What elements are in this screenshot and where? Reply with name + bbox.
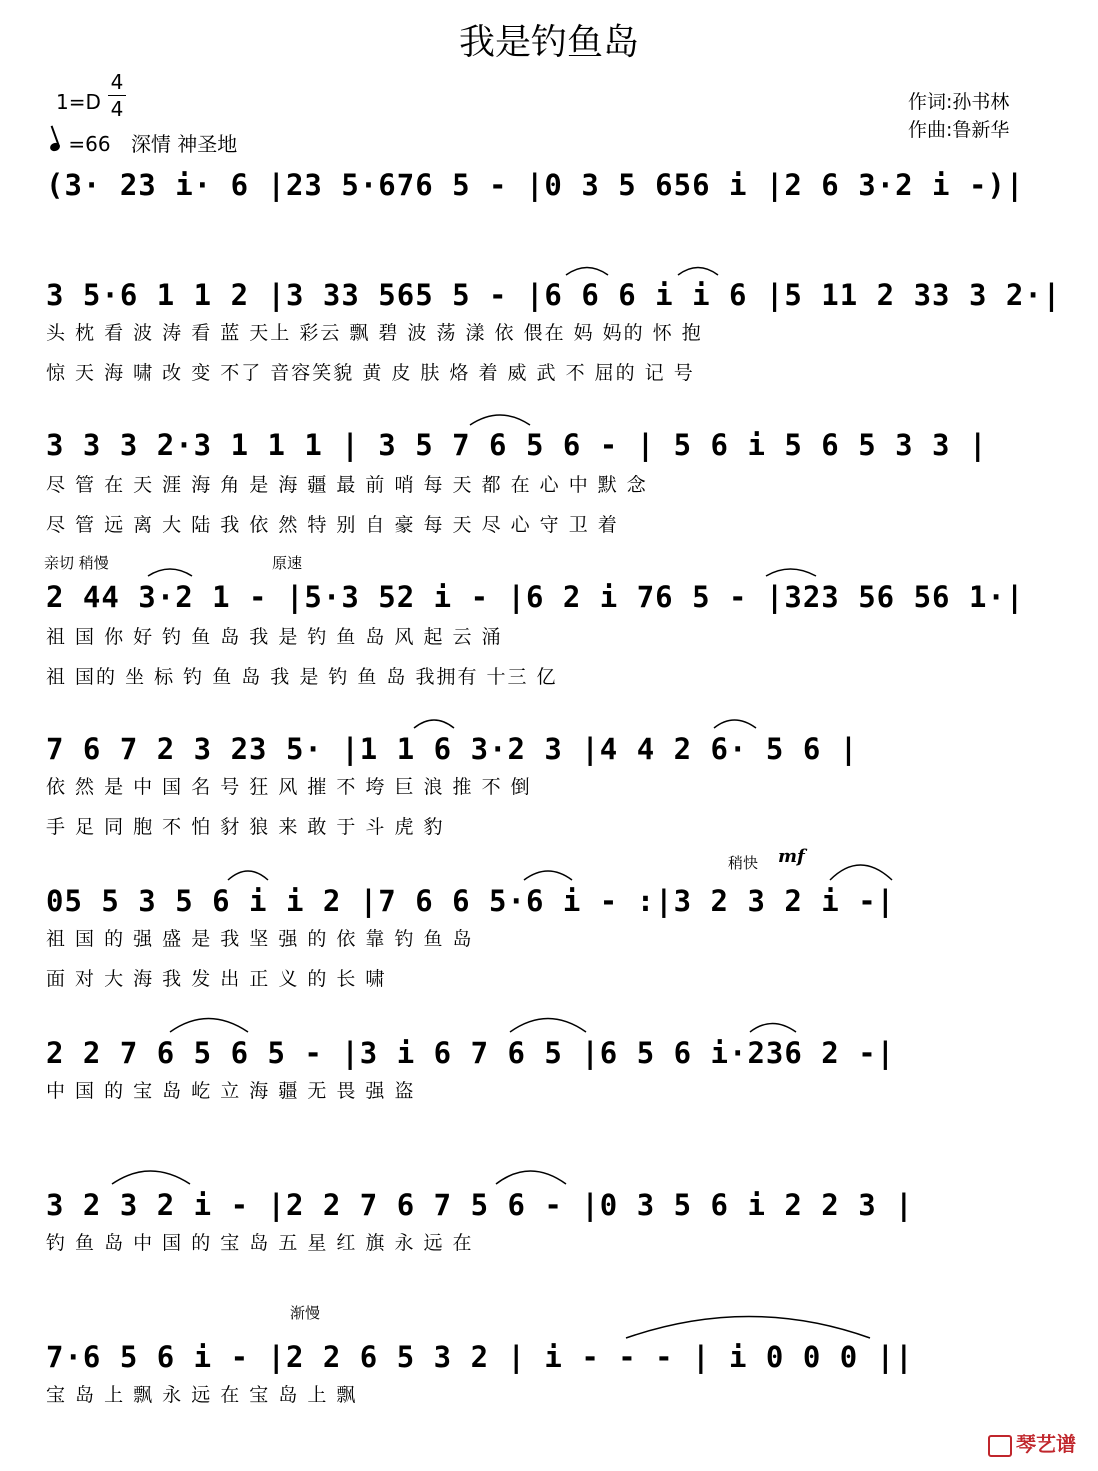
- site-watermark: [988, 1428, 1076, 1457]
- lyric-row-5-verse-1: 依 然 是 中 国 名 号 狂 风 摧 不 垮 巨 浪 推 不 倒: [46, 776, 532, 798]
- time-sig-bottom: 4: [110, 97, 124, 121]
- notation-row-4: 2 44 3·2 1 - |5·3 52 i - |6 2 i 76 5 - |323 56 56 1·|: [46, 580, 1025, 614]
- expression-text: 深情 神圣地: [130, 132, 238, 156]
- composer: 作曲:鲁新华: [908, 119, 1010, 141]
- dynamic-mf: mf: [778, 846, 805, 867]
- notation-row-6: 05 5 3 5 6 i i 2 |7 6 6 5·6 i - :|3 2 3 2 i -|: [46, 884, 896, 918]
- lyric-row-4-verse-2: 祖 国的 坐 标 钓 鱼 岛 我 是 钓 鱼 岛 我拥有 十三 亿: [46, 666, 558, 688]
- lyric-row-6-verse-1: 祖 国 的 强 盛 是 我 坚 强 的 依 靠 钓 鱼 岛: [46, 928, 474, 950]
- tempo-mark-slower: 亲切 稍慢: [44, 554, 109, 572]
- lyric-row-5-verse-2: 手 足 同 胞 不 怕 豺 狼 来 敢 于 斗 虎 豹: [46, 816, 445, 838]
- lyric-row-2-verse-2: 惊 天 海 啸 改 变 不了 音容笑貌 黄 皮 肤 烙 着 威 武 不 屈的 记 号: [46, 362, 695, 384]
- notation-row-8: 3 2 3 2 i - |2 2 7 6 7 5 6 - |0 3 5 6 i 2 2 3 |: [46, 1188, 914, 1222]
- notation-row-2: 3 5·6 1 1 2 |3 33 565 5 - |6 6 6 i i 6 |5 11 2 33 3 2·|: [46, 278, 1062, 312]
- key-signature: 1=D: [56, 90, 101, 114]
- tempo-mark-original: 原速: [272, 554, 303, 572]
- notation-row-7: 2 2 7 6 5 6 5 - |3 i 6 7 6 5 |6 5 6 i·236 2 -|: [46, 1036, 896, 1070]
- lyric-row-2-verse-1: 头 枕 看 波 涛 看 蓝 天上 彩云 飘 碧 波 荡 漾 依 偎在 妈 妈的 怀 抱: [46, 322, 703, 344]
- tempo-mark-rit: 渐慢: [290, 1304, 321, 1322]
- notation-row-3: 3 3 3 2·3 1 1 1 | 3 5 7 6 5 6 - | 5 6 i 5 6 5 3 3 |: [46, 428, 988, 462]
- lyric-row-6-verse-2: 面 对 大 海 我 发 出 正 义 的 长 啸: [46, 968, 387, 990]
- notation-row-5: 7 6 7 2 3 23 5· |1 1 6 3·2 3 |4 4 2 6· 5 6 |: [46, 732, 859, 766]
- lyric-row-3-verse-1: 尽 管 在 天 涯 海 角 是 海 疆 最 前 哨 每 天 都 在 心 中 默 念: [46, 474, 648, 496]
- tempo-value: =66: [68, 132, 111, 156]
- lyric-row-4-verse-1: 祖 国 你 好 钓 鱼 岛 我 是 钓 鱼 岛 风 起 云 涌: [46, 626, 503, 648]
- lyric-row-8: 钓 鱼 岛 中 国 的 宝 岛 五 星 红 旗 永 远 在: [46, 1232, 474, 1254]
- time-sig-top: 4: [110, 70, 124, 94]
- watermark-text: 琴艺谱: [1016, 1432, 1076, 1456]
- qinyipu-logo-icon: [988, 1435, 1012, 1457]
- song-title: 我是钓鱼岛: [458, 22, 639, 63]
- notation-row-9: 7·6 5 6 i - |2 2 6 5 3 2 | i - - - | i 0 0 0 ||: [46, 1340, 914, 1374]
- notation-row-1: (3· 23 i· 6 |23 5·676 5 - |0 3 5 656 i |2 6 3·2 i -)|: [46, 168, 1025, 202]
- lyric-row-9: 宝 岛 上 飘 永 远 在 宝 岛 上 飘: [46, 1384, 358, 1406]
- lyric-row-7: 中 国 的 宝 岛 屹 立 海 疆 无 畏 强 盗: [46, 1080, 416, 1102]
- lyric-row-3-verse-2: 尽 管 远 离 大 陆 我 依 然 特 别 自 豪 每 天 尽 心 守 卫 着: [46, 514, 619, 536]
- lyricist: 作词:孙书林: [908, 91, 1010, 113]
- tempo-mark-faster: 稍快: [728, 854, 759, 872]
